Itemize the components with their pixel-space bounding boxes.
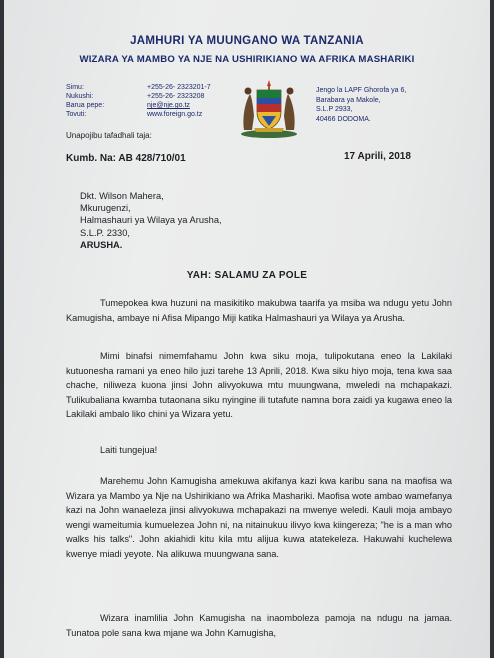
fax-label: Nukushi: — [66, 93, 94, 100]
body-paragraph-2: Mimi binafsi nimemfahamu John kwa siku moja, tulipokutana eneo la Lakilaki kutuonesha ramani ya eneo hilo juzi tarehe 13 Aprili, 2018. Kwa siku hiyo moja, tena kwa saa chache, niliweza kuona jinsi John alivyokuwa mtu muungwana, mweledi na mchapakazi. Tulikubaliana kwamba tutaonana siku nyingine ili tutafute namna bora zaidi ya kugawa eneo la Lakilaki ambalo liko chini ya Wizara yetu. — [66, 351, 452, 420]
recipient-line: Dkt. Wilson Mahera, — [80, 191, 164, 201]
email-link[interactable]: nje@nje.go.tz — [147, 102, 190, 109]
address-line: Barabara ya Makole, — [316, 96, 381, 104]
body-paragraph-4: Marehemu John Kamugisha amekuwa akifanya kazi kwa karibu sana na maofisa wa Wizara ya Mambo ya Nje na Ushirikiano wa Afrika Mashariki. Maofisa wote ambao wamefanya kazi na John wanaeleza jinsi alivyokuwa mchapakazi na mwenye weledi. Kauli moja ambayo wengi wameitumia kumuelezea John ni, na nitainukuu ilivyo kwa kiingereza; "he is a man who walks his talks". John akiahidi kitu kila mtu alijua kuwa atatekeleza. Hakuwahi kuchelewa kwenye miadi yeyote. Na alikuwa muungwana sana. — [66, 476, 452, 559]
address-line: Jengo la LAPF Ghorofa ya 6, — [316, 87, 407, 94]
postal-address — [316, 86, 406, 124]
phone-number: +255-26- 2323201-7 — [147, 84, 211, 91]
phone-label: Simu: — [66, 84, 84, 91]
ministry-title: WIZARA YA MAMBO YA NJE NA USHIRIKIANO WA AFRIKA MASHARIKI — [79, 54, 415, 65]
address-line: 40466 DODOMA. — [316, 115, 371, 123]
body-paragraph-3: Laiti tungejua! — [100, 445, 158, 455]
website-label: Tovuti: — [66, 111, 87, 118]
country-title: JAMHURI YA MUUNGANO WA TANZANIA — [130, 35, 364, 47]
letter-date: 17 Aprili, 2018 — [344, 151, 411, 162]
recipient-block — [80, 190, 222, 251]
body-paragraph-5: Wizara inamlilia John Kamugisha na inaomboleza pamoja na ndugu na jamaa. Tunatoa pole sana kwa mjane wa John Kamugisha, — [66, 613, 452, 638]
letter-page — [4, 0, 490, 658]
contact-labels — [66, 83, 104, 119]
coat-of-arms-emblem — [236, 78, 302, 140]
website-link[interactable]: www.foreign.go.tz — [147, 111, 203, 118]
subject-line: YAH: SALAMU ZA POLE — [186, 270, 308, 281]
reference-number: Kumb. Na: AB 428/710/01 — [66, 153, 186, 164]
body-paragraph-1: Tumepokea kwa huzuni na masikitiko makubwa taarifa ya msiba wa ndugu yetu John Kamugisha, ambaye ni Afisa Mipango Miji katika Halmashauri ya Wilaya ya Arusha. — [66, 298, 452, 323]
reply-instruction: Unapojibu tafadhali taja: — [66, 131, 152, 140]
recipient-line: Halmashauri ya Wilaya ya Arusha, — [80, 215, 222, 226]
recipient-line: S.L.P. 2330, — [80, 227, 130, 238]
email-label: Barua pepe: — [66, 102, 105, 109]
recipient-line: Mkurugenzi, — [80, 203, 131, 214]
address-line: S.L.P 2933, — [316, 106, 353, 114]
contact-values — [147, 83, 211, 119]
recipient-city: ARUSHA. — [80, 239, 123, 250]
fax-number: +255-26- 2323208 — [147, 93, 205, 100]
